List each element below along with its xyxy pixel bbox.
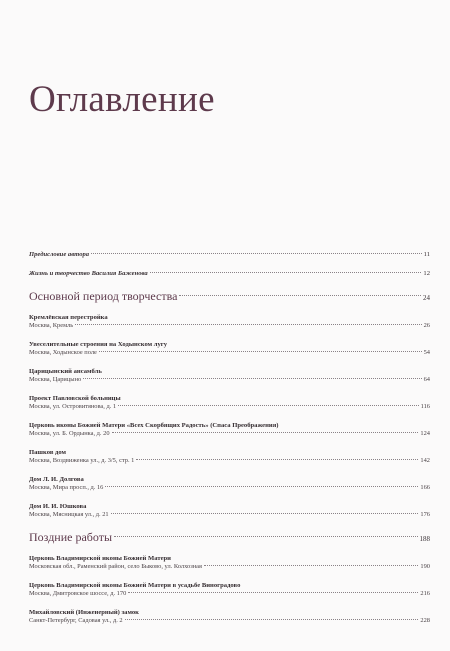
entry-name: Михайловский (Инженерный) замок	[29, 609, 139, 616]
toc-entry[interactable]	[29, 395, 430, 411]
toc-item-label: Жизнь и творчество Василия Баженова	[29, 270, 148, 277]
toc-entry[interactable]	[29, 422, 430, 438]
entry-name: Дом И. И. Юшкова	[29, 503, 87, 510]
dot-leader	[128, 592, 418, 593]
dot-leader	[83, 378, 421, 379]
entry-location: Москва, ул. Островитянова, д. 1	[29, 403, 117, 410]
toc-entry[interactable]	[29, 368, 430, 384]
section-page-number: 188	[419, 535, 430, 543]
dot-leader	[179, 295, 421, 296]
entry-location: Москва, Кремль	[29, 322, 74, 329]
entry-page-number: 190	[420, 563, 430, 570]
dot-leader	[125, 619, 419, 620]
entry-page-number: 216	[420, 590, 430, 597]
toc-entry[interactable]	[29, 609, 430, 625]
toc-entry[interactable]	[29, 476, 430, 492]
toc-page-number: 11	[423, 251, 430, 258]
section-title: Поздние работы	[29, 530, 113, 544]
toc-entry[interactable]	[29, 555, 430, 571]
entry-name: Кремлёвская перестройка	[29, 314, 108, 321]
entry-name: Церковь Владимирской иконы Божией Матери в усадьбе Виноградово	[29, 582, 241, 589]
entry-location: Санкт-Петербург, Садовая ул., д. 2	[29, 617, 123, 624]
entry-location: Москва, ул. Б. Ордынка, д. 20	[29, 430, 110, 437]
entry-name: Церковь иконы Божией Матери «Всех Скорбящих Радость» (Спаса Преображения)	[29, 422, 279, 429]
dot-leader	[91, 253, 422, 254]
intro-list	[29, 251, 430, 277]
entry-page-number: 54	[423, 349, 430, 356]
table-of-contents	[29, 251, 430, 636]
entry-location: Москва, Ходынское поле	[29, 349, 97, 356]
entry-page-number: 116	[420, 403, 430, 410]
toc-entry[interactable]	[29, 449, 430, 465]
dot-leader	[75, 324, 421, 325]
toc-intro-item[interactable]	[29, 270, 430, 277]
section-page-number: 24	[423, 294, 430, 302]
entry-location: Москва, Мира просп., д. 16	[29, 484, 104, 491]
entry-location: Москва, Воздвиженка ул., д. 3/5, стр. 1	[29, 457, 135, 464]
toc-page-number: 12	[423, 270, 430, 277]
dot-leader	[99, 351, 422, 352]
entry-location: Москва, Царицыно	[29, 376, 82, 383]
entry-page-number: 142	[420, 457, 430, 464]
dot-leader	[112, 432, 419, 433]
dot-leader	[150, 272, 422, 273]
entry-page-number: 228	[420, 617, 430, 624]
entry-page-number: 26	[423, 322, 430, 329]
toc-entry[interactable]	[29, 582, 430, 598]
page-title: Оглавление	[29, 79, 215, 120]
entry-location: Москва, Мясницкая ул., д. 21	[29, 511, 109, 518]
toc-intro-item[interactable]	[29, 251, 430, 258]
entry-location: Москва, Дмитровское шоссе, д. 170	[29, 590, 127, 597]
entry-page-number: 166	[420, 484, 430, 491]
entry-location: Московская обл., Раменский район, село Быково, ул. Колхозная	[29, 563, 202, 570]
entry-name: Церковь Владимирской иконы Божией Матери	[29, 555, 171, 562]
dot-leader	[118, 405, 419, 406]
entry-name: Увеселительные строения на Ходынском лугу	[29, 341, 168, 348]
toc-entry[interactable]	[29, 341, 430, 357]
entry-name: Проект Павловской больницы	[29, 395, 121, 402]
toc-entry[interactable]	[29, 314, 430, 330]
dot-leader	[114, 536, 417, 537]
entry-page-number: 64	[423, 376, 430, 383]
toc-section-heading[interactable]	[29, 289, 430, 304]
entry-page-number: 176	[420, 511, 430, 518]
toc-entry[interactable]	[29, 503, 430, 519]
entry-page-number: 124	[420, 430, 430, 437]
dot-leader	[105, 486, 418, 487]
entry-name: Пашков дом	[29, 449, 67, 456]
entry-name: Царицынский ансамбль	[29, 368, 102, 375]
dot-leader	[136, 459, 418, 460]
dot-leader	[111, 513, 419, 514]
dot-leader	[204, 565, 418, 566]
toc-section-heading[interactable]	[29, 530, 430, 545]
section-title: Основной период творчества	[29, 289, 178, 303]
toc-item-label: Предисловие автора	[29, 251, 90, 258]
entry-name: Дом Л. И. Долгова	[29, 476, 84, 483]
